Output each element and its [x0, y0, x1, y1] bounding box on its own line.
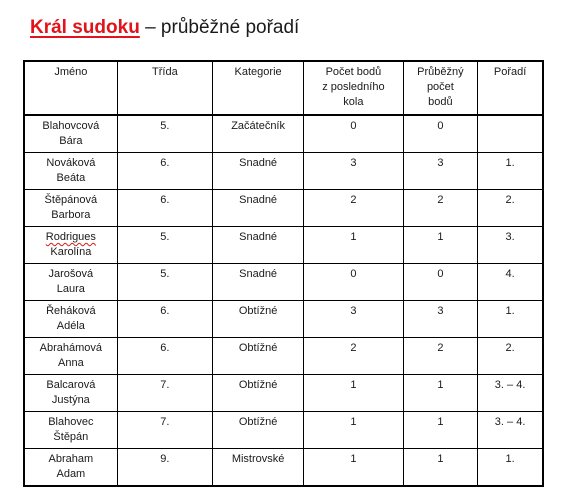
- name-given: Anna: [58, 357, 84, 369]
- table-row: [24, 449, 543, 487]
- cell-last-round-points: 0: [304, 115, 403, 153]
- cell-name: [24, 115, 117, 153]
- header-name: Jméno: [24, 61, 117, 115]
- cell-category: Obtížné: [213, 338, 304, 375]
- table-row: [24, 227, 543, 264]
- cell-rank: 3.: [478, 227, 543, 264]
- cell-running-points: 1: [403, 375, 478, 412]
- name-surname: Nováková: [46, 157, 96, 169]
- cell-name: [24, 412, 117, 449]
- table-row: [24, 153, 543, 190]
- table-row: [24, 412, 543, 449]
- cell-rank: 2.: [478, 338, 543, 375]
- name-given: Bára: [59, 135, 83, 147]
- name-given: Laura: [56, 283, 85, 295]
- name-surname: Blahovec: [48, 416, 94, 428]
- cell-rank: 1.: [478, 153, 543, 190]
- name-given: Adam: [56, 468, 86, 480]
- header-last-round-points: Počet bodů z posledního kola: [304, 61, 403, 115]
- cell-last-round-points: 0: [304, 264, 403, 301]
- cell-class: 5.: [117, 227, 212, 264]
- cell-last-round-points: 2: [304, 190, 403, 227]
- name-given: Justýna: [51, 394, 90, 406]
- cell-rank: 3. – 4.: [478, 412, 543, 449]
- cell-running-points: 2: [403, 338, 478, 375]
- header-rank: Pořadí: [478, 61, 543, 115]
- cell-running-points: 1: [403, 449, 478, 487]
- name-surname: Blahovcová: [42, 120, 100, 132]
- table-row: [24, 190, 543, 227]
- cell-rank: 1.: [478, 449, 543, 487]
- cell-category: Snadné: [213, 190, 304, 227]
- table-row: [24, 301, 543, 338]
- title-main: Král sudoku: [30, 17, 140, 38]
- name-given: Štěpán: [53, 431, 89, 443]
- cell-last-round-points: 3: [304, 301, 403, 338]
- cell-class: 7.: [117, 412, 212, 449]
- name-surname: Abrahámová: [39, 342, 103, 354]
- cell-rank: 2.: [478, 190, 543, 227]
- cell-class: 6.: [117, 190, 212, 227]
- cell-name: [24, 153, 117, 190]
- cell-last-round-points: 2: [304, 338, 403, 375]
- cell-last-round-points: 1: [304, 449, 403, 487]
- cell-running-points: 3: [403, 301, 478, 338]
- cell-last-round-points: 3: [304, 153, 403, 190]
- standings-table: [23, 60, 544, 487]
- cell-class: 5.: [117, 264, 212, 301]
- name-given: Karolína: [50, 246, 92, 258]
- cell-running-points: 1: [403, 227, 478, 264]
- cell-rank: 3. – 4.: [478, 375, 543, 412]
- cell-rank: 4.: [478, 264, 543, 301]
- header-running-points: Průběžný počet bodů: [403, 61, 478, 115]
- cell-class: 6.: [117, 338, 212, 375]
- cell-rank: 1.: [478, 301, 543, 338]
- cell-name: [24, 264, 117, 301]
- cell-category: Začátečník: [213, 115, 304, 153]
- name-surname: Jarošová: [48, 268, 94, 280]
- cell-running-points: 0: [403, 264, 478, 301]
- name-given: Adéla: [56, 320, 85, 332]
- cell-running-points: 0: [403, 115, 478, 153]
- name-surname: Rodrigues: [45, 231, 96, 243]
- cell-class: 5.: [117, 115, 212, 153]
- table-row: [24, 338, 543, 375]
- header-class: Třída: [117, 61, 212, 115]
- name-given: Beáta: [56, 172, 86, 184]
- table-row: [24, 375, 543, 412]
- cell-category: Obtížné: [213, 301, 304, 338]
- header-category: Kategorie: [213, 61, 304, 115]
- cell-class: 7.: [117, 375, 212, 412]
- cell-name: [24, 301, 117, 338]
- cell-class: 6.: [117, 301, 212, 338]
- cell-category: Obtížné: [213, 375, 304, 412]
- cell-category: Mistrovské: [213, 449, 304, 487]
- cell-running-points: 2: [403, 190, 478, 227]
- cell-last-round-points: 1: [304, 227, 403, 264]
- cell-last-round-points: 1: [304, 375, 403, 412]
- cell-category: Snadné: [213, 264, 304, 301]
- cell-name: [24, 338, 117, 375]
- name-given: Barbora: [51, 209, 91, 221]
- cell-name: [24, 227, 117, 264]
- name-surname: Štěpánová: [44, 194, 98, 206]
- cell-name: [24, 375, 117, 412]
- page-title: [30, 16, 299, 40]
- table-row: [24, 115, 543, 153]
- cell-running-points: 1: [403, 412, 478, 449]
- table-header-row: [24, 61, 543, 115]
- cell-last-round-points: 1: [304, 412, 403, 449]
- cell-class: 9.: [117, 449, 212, 487]
- cell-category: Obtížné: [213, 412, 304, 449]
- cell-category: Snadné: [213, 153, 304, 190]
- table-body: [24, 115, 543, 486]
- cell-name: [24, 190, 117, 227]
- name-surname: Řeháková: [46, 305, 96, 317]
- title-subtitle: – průběžné pořadí: [139, 17, 300, 38]
- cell-category: Snadné: [213, 227, 304, 264]
- name-surname: Abraham: [48, 453, 94, 465]
- cell-name: [24, 449, 117, 487]
- cell-class: 6.: [117, 153, 212, 190]
- table-row: [24, 264, 543, 301]
- name-surname: Balcarová: [46, 379, 96, 391]
- cell-running-points: 3: [403, 153, 478, 190]
- cell-rank: [478, 115, 543, 153]
